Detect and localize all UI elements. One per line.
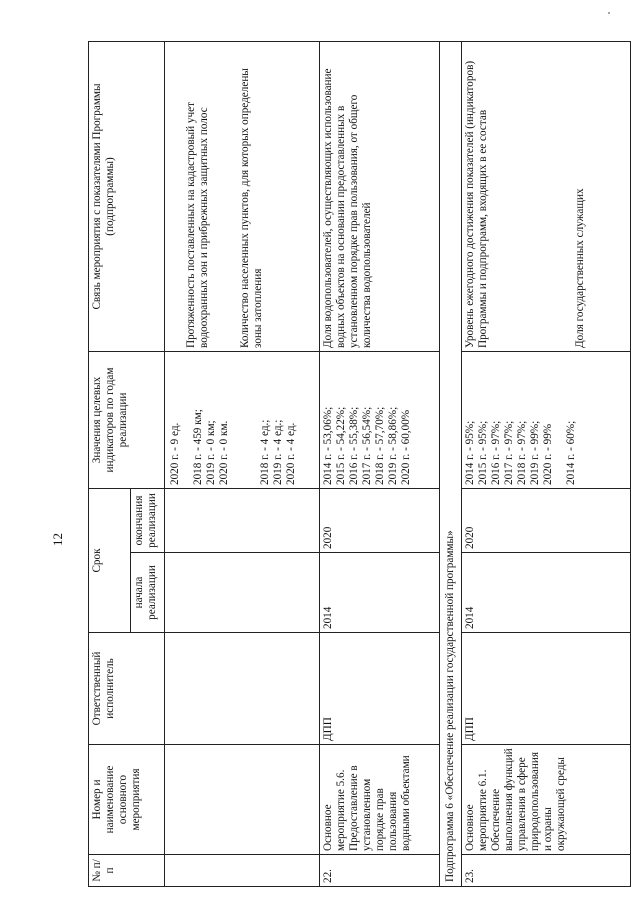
value-line: 2020 г. - 9 ед.: [169, 422, 181, 485]
cell-values: [320, 352, 440, 489]
cell-num: 22.: [320, 855, 440, 887]
value-line: 2019 г. - 0 км;: [204, 420, 217, 485]
cell-num-cont: [165, 855, 320, 887]
header-row-1: [89, 42, 131, 887]
cell-name: Основное мероприятие 6.1. Обеспечение выполнения функций управления в сфере природопользования и охраны окружающей среды: [462, 745, 631, 855]
value-line: 2018 г. - 459 км;: [191, 409, 204, 485]
cell-link: Доля водопользователей, осуществляющих использование водных объектов на основании предоставленных в установленном порядке прав пользования, от общего количества водопользователей: [320, 42, 440, 352]
cell-name: Основное мероприятие 5.6. Предоставление в установленном порядке прав пользования водными объектами: [320, 745, 440, 855]
value-line: 2017 г. - 97%;: [502, 420, 515, 485]
value-line: 2015 г. - 54,22%;: [334, 406, 347, 485]
link-text: Уровень ежегодного достижения показателей (индикаторов) Программы и подпрограмм, входящих в ее состав: [464, 60, 489, 348]
cell-end: 2020: [320, 489, 440, 553]
cell-end: 2020: [462, 489, 631, 553]
table-row-23: [462, 42, 631, 887]
value-line: 2017 г. - 56,54%;: [360, 406, 373, 485]
value-line: 2016 г. - 97%;: [489, 420, 502, 485]
cell-start-cont: [165, 553, 320, 633]
value-line: 2020 г. - 4 ед.: [284, 422, 297, 485]
cell-link: [462, 42, 631, 352]
value-line: 2014 г. - 95%;: [464, 420, 476, 485]
value-line: 2018 г. - 4 ед.;: [258, 419, 271, 485]
value-line: 2020 г. - 60,00%: [399, 409, 412, 485]
scan-speck: [608, 12, 610, 14]
value-line: 2018 г. - 97%;: [515, 420, 528, 485]
table-row-22: [320, 42, 440, 887]
value-line: 2020 г. - 0 км.: [217, 420, 230, 485]
value-line: 2020 г. - 99%: [541, 423, 554, 485]
cell-executor: ДПП: [320, 633, 440, 745]
header-end: окончания реализации: [131, 489, 165, 553]
header-num: № п/п: [89, 855, 165, 887]
cell-values-cont: [165, 352, 320, 489]
header-term: Срок: [89, 489, 131, 633]
cell-end-cont: [165, 489, 320, 553]
cell-link-cont: [165, 42, 320, 352]
header-executor: Ответственный исполнитель: [89, 633, 165, 745]
cell-num: 23.: [462, 855, 631, 887]
cell-executor: ДПП: [462, 633, 631, 745]
value-line: 2014 г. - 53,06%;: [322, 406, 334, 485]
value-line: 2019 г. - 58,86%;: [386, 406, 399, 485]
value-line: 2019 г. - 4 ед.;: [271, 419, 284, 485]
measures-table: [88, 41, 631, 887]
value-line: 2014 г. - 60%;: [564, 420, 577, 485]
header-values: Значения целевых индикаторов по годам реализации: [89, 352, 165, 489]
link-text: Доля государственных служащих: [573, 188, 586, 348]
value-line: 2018 г. - 57,70%;: [373, 406, 386, 485]
value-line: 2019 г. - 99%;: [528, 420, 541, 485]
header-name: Номер и наименование основного мероприятия: [89, 745, 165, 855]
value-line: 2015 г. - 95%;: [476, 420, 489, 485]
link-text: Протяженность поставленных на кадастровый учет водоохранных зон и прибрежных защитных полос: [185, 101, 210, 348]
subprogram-row: [440, 42, 462, 887]
header-link: Связь мероприятия с показателями Программы (подпрограммы): [89, 42, 165, 352]
page-number: 12: [50, 533, 65, 546]
cell-values: [462, 352, 631, 489]
rotated-document: [88, 42, 630, 887]
cell-start: 2014: [320, 553, 440, 633]
subprogram-title: Подпрограмма 6 «Обеспечение реализации государственной программы»: [440, 42, 462, 887]
link-text: Количество населенных пунктов, для которых определены зоны затопления: [238, 68, 264, 348]
cell-executor-cont: [165, 633, 320, 745]
header-start: начала реализации: [131, 553, 165, 633]
cell-name-cont: [165, 745, 320, 855]
value-line: 2016 г. - 55,38%;: [347, 406, 360, 485]
table-row-continuation: [165, 42, 320, 887]
cell-start: 2014: [462, 553, 631, 633]
